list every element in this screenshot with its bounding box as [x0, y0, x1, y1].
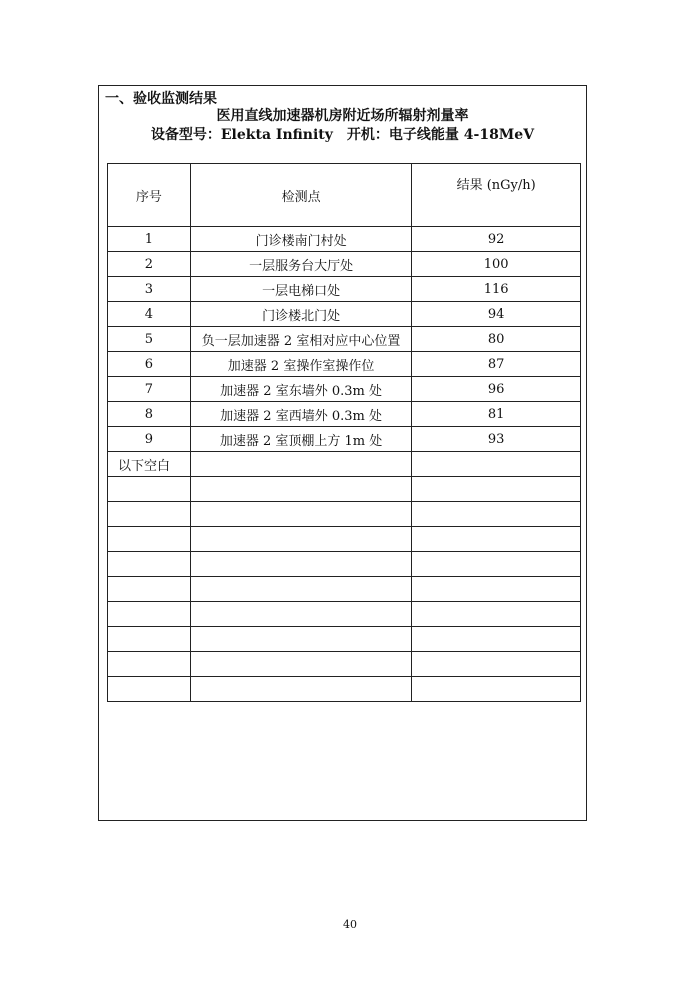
table-row [108, 402, 581, 427]
empty-row [108, 477, 581, 502]
cell-location: 一层服务台大厅处 [190, 252, 411, 277]
empty-cell [190, 602, 411, 627]
empty-cell [108, 627, 191, 652]
empty-cell [108, 477, 191, 502]
cell-result: 96 [412, 377, 581, 402]
header-location: 检测点 [190, 164, 411, 227]
cell-index: 2 [108, 252, 191, 277]
table-row [108, 352, 581, 377]
cell-index: 5 [108, 327, 191, 352]
cell-location: 加速器 2 室东墙外 0.3m 处 [190, 377, 411, 402]
header-result: 结果 (nGy/h) [412, 164, 581, 227]
cell-location: 加速器 2 室西墙外 0.3m 处 [190, 402, 411, 427]
report-title: 医用直线加速器机房附近场所辐射剂量率 [216, 108, 469, 124]
cell-location: 门诊楼南门村处 [190, 227, 411, 252]
empty-cell [108, 677, 191, 702]
empty-cell [108, 602, 191, 627]
cell-index: 8 [108, 402, 191, 427]
cell-result: 87 [412, 352, 581, 377]
results-table [107, 163, 581, 702]
empty-cell [190, 677, 411, 702]
table-row-end-note [108, 452, 581, 477]
cell-location: 加速器 2 室操作室操作位 [190, 352, 411, 377]
empty-cell [412, 527, 581, 552]
report-subtitle: 设备型号：Elekta Infinity 开机：电子线能量 4-18MeV [150, 127, 535, 143]
table-row [108, 277, 581, 302]
empty-row [108, 677, 581, 702]
empty-cell [108, 652, 191, 677]
section-title: 一、验收监测结果 [105, 91, 217, 107]
cell-result: 92 [412, 227, 581, 252]
empty-cell [412, 577, 581, 602]
empty-cell [190, 502, 411, 527]
cell-result: 116 [412, 277, 581, 302]
empty-row [108, 652, 581, 677]
empty-row [108, 577, 581, 602]
page-number: 40 [343, 918, 357, 931]
empty-row [108, 602, 581, 627]
cell-location: 一层电梯口处 [190, 277, 411, 302]
empty-cell [108, 527, 191, 552]
cell-location: 门诊楼北门处 [190, 302, 411, 327]
empty-cell [190, 527, 411, 552]
empty-cell [190, 477, 411, 502]
cell-index: 4 [108, 302, 191, 327]
header-index: 序号 [108, 164, 191, 227]
cell-index: 9 [108, 427, 191, 452]
cell-result: 94 [412, 302, 581, 327]
end-note: 以下空白 [108, 452, 191, 477]
empty-cell [412, 502, 581, 527]
empty-row [108, 527, 581, 552]
empty-row [108, 627, 581, 652]
table-row [108, 427, 581, 452]
table-row [108, 252, 581, 277]
table-row [108, 227, 581, 252]
empty-cell [412, 477, 581, 502]
empty-cell [108, 502, 191, 527]
table-row [108, 327, 581, 352]
cell-result: 80 [412, 327, 581, 352]
cell-index: 3 [108, 277, 191, 302]
cell-result: 100 [412, 252, 581, 277]
empty-cell [412, 602, 581, 627]
cell-location: 加速器 2 室顶棚上方 1m 处 [190, 427, 411, 452]
results-frame [98, 85, 587, 821]
empty-cell [190, 652, 411, 677]
empty-cell [190, 552, 411, 577]
empty-cell [412, 552, 581, 577]
cell-location: 负一层加速器 2 室相对应中心位置 [190, 327, 411, 352]
cell-index: 7 [108, 377, 191, 402]
empty-cell [190, 577, 411, 602]
cell-result: 93 [412, 427, 581, 452]
cell-result: 81 [412, 402, 581, 427]
empty-cell [412, 627, 581, 652]
empty-row [108, 552, 581, 577]
cell-index: 6 [108, 352, 191, 377]
cell-index: 1 [108, 227, 191, 252]
empty-cell [190, 627, 411, 652]
table-row [108, 302, 581, 327]
empty-row [108, 502, 581, 527]
empty-cell [108, 552, 191, 577]
table-row [108, 377, 581, 402]
empty-cell [412, 677, 581, 702]
empty-cell [412, 652, 581, 677]
empty-cell [108, 577, 191, 602]
